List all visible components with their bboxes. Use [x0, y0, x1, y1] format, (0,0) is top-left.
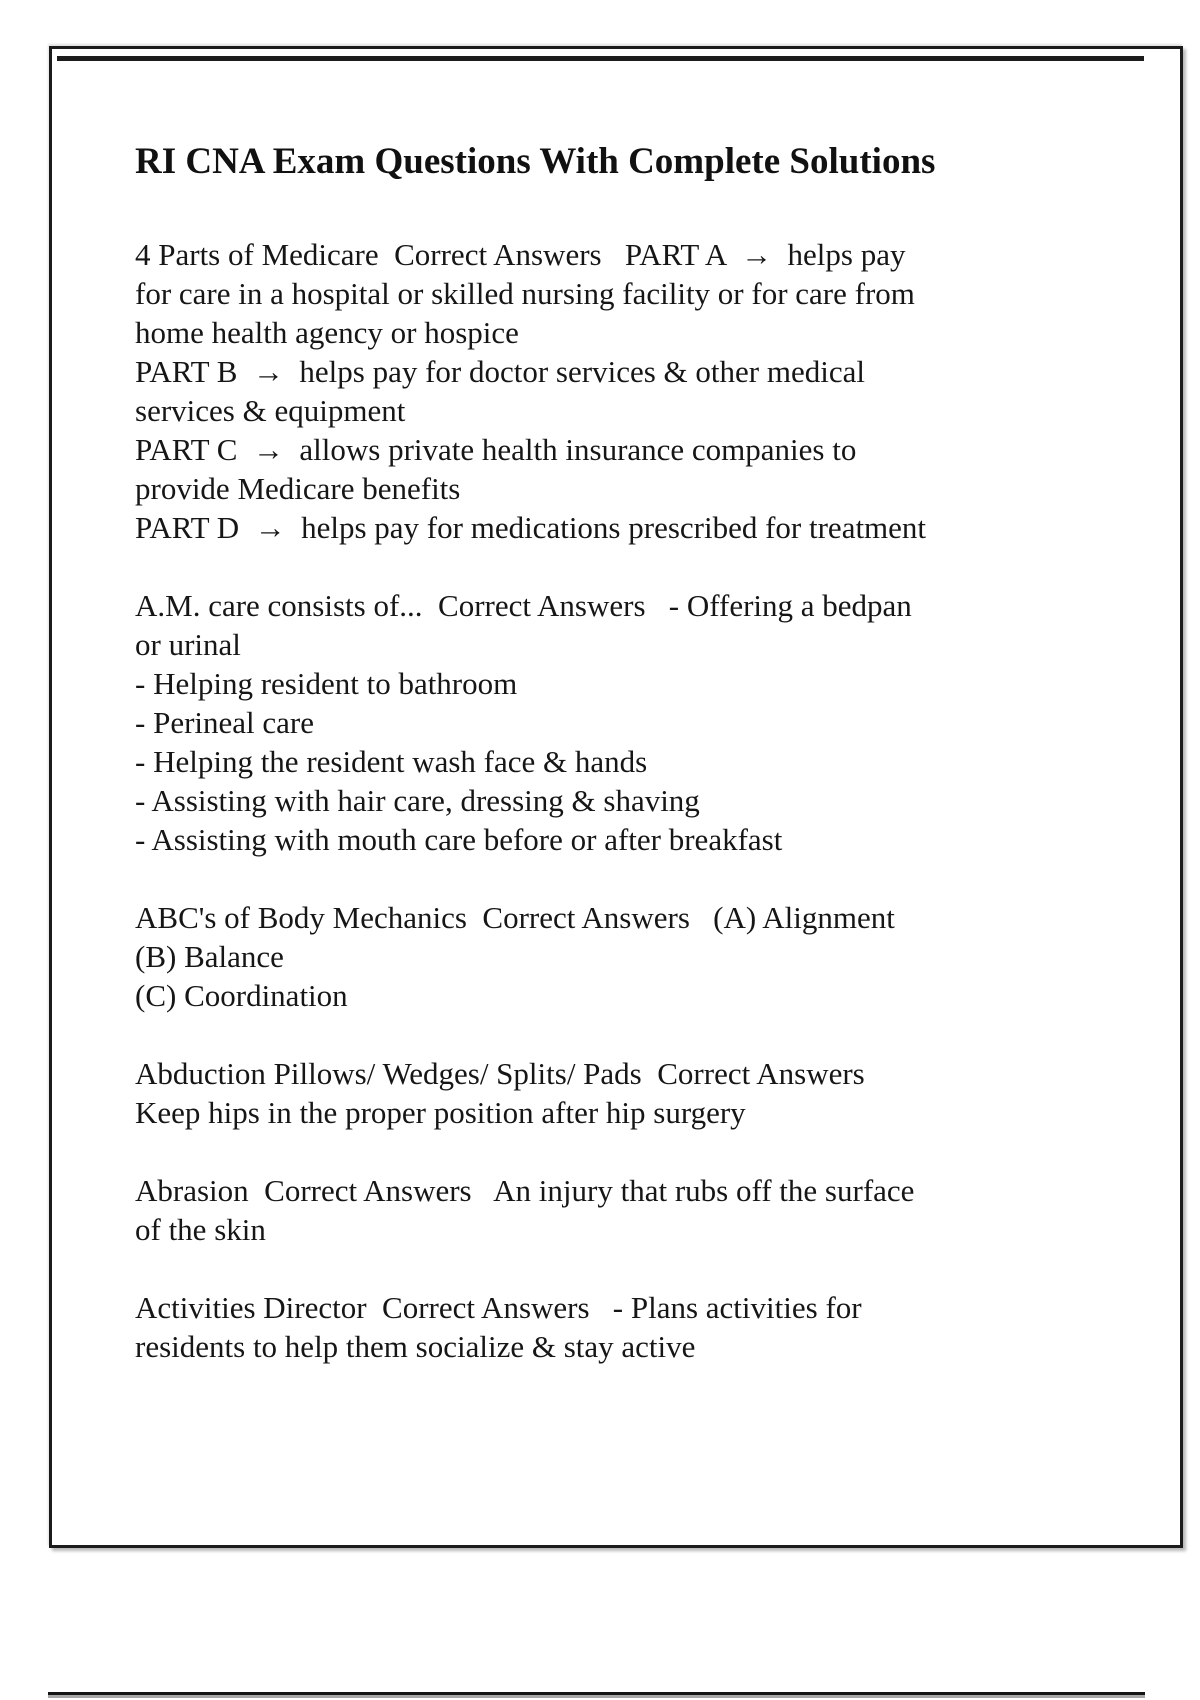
qa-line: PART C → allows private health insurance companies to: [135, 432, 857, 467]
qa-line: Abrasion Correct Answers An injury that rubs off the surface: [135, 1173, 915, 1208]
qa-line: PART D → helps pay for medications prescribed for treatment: [135, 510, 927, 545]
content-frame: [49, 46, 1183, 1548]
qa-line: residents to help them socialize & stay active: [135, 1329, 696, 1364]
qa-line: home health agency or hospice: [135, 315, 519, 350]
page-bottom-rule: [48, 1692, 1145, 1695]
qa-line: PART B → helps pay for doctor services & other medical: [135, 354, 865, 389]
qa-line: provide Medicare benefits: [135, 471, 461, 506]
qa-line: - Assisting with mouth care before or after breakfast: [135, 822, 783, 857]
qa-line: Activities Director Correct Answers - Plans activities for: [135, 1290, 862, 1325]
page-title: RI CNA Exam Questions With Complete Solutions: [135, 141, 936, 182]
qa-block-medicare: [135, 235, 1146, 547]
qa-line: Keep hips in the proper position after hip surgery: [135, 1095, 746, 1130]
qa-block-body-mechanics: [135, 898, 1146, 1015]
qa-block-activities-director: [135, 1288, 1146, 1366]
qa-line: - Helping resident to bathroom: [135, 666, 518, 701]
qa-line: - Helping the resident wash face & hands: [135, 744, 648, 779]
qa-line: - Assisting with hair care, dressing & shaving: [135, 783, 700, 818]
qa-line: - Perineal care: [135, 705, 314, 740]
qa-block-abduction-pillows: [135, 1054, 1146, 1132]
qa-block-abrasion: [135, 1171, 1146, 1249]
qa-line: (B) Balance: [135, 939, 284, 974]
qa-line: A.M. care consists of... Correct Answers - Offering a bedpan: [135, 588, 912, 623]
qa-line: or urinal: [135, 627, 241, 662]
qa-line: services & equipment: [135, 393, 406, 428]
qa-line: for care in a hospital or skilled nursing facility or for care from: [135, 276, 915, 311]
qa-line: ABC's of Body Mechanics Correct Answers (A) Alignment: [135, 900, 895, 935]
qa-block-am-care: [135, 586, 1146, 859]
qa-line: of the skin: [135, 1212, 266, 1247]
qa-line: 4 Parts of Medicare Correct Answers PART A → helps pay: [135, 237, 906, 272]
qa-line: Abduction Pillows/ Wedges/ Splits/ Pads Correct Answers: [135, 1056, 865, 1091]
document-content: [52, 49, 1180, 1405]
qa-line: (C) Coordination: [135, 978, 348, 1013]
